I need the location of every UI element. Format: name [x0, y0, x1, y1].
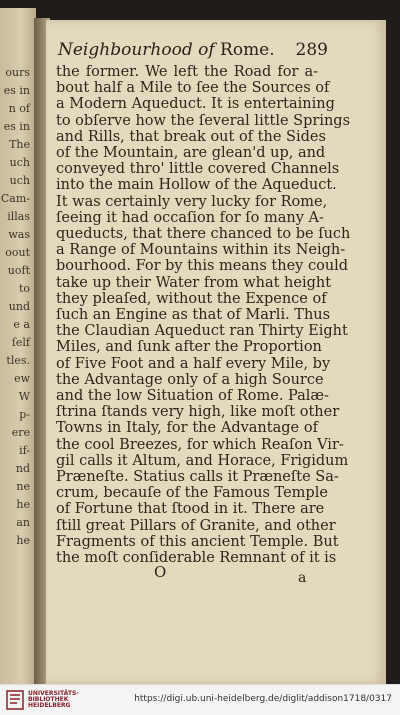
facing-page-fragment: tles.	[6, 354, 30, 367]
text-line: of the Mountain, are glean'd up, and	[56, 145, 326, 161]
text-line: they pleaſed, without the Expence of	[56, 290, 327, 307]
facing-page-fragment: ours	[5, 66, 30, 79]
facing-page-fragment: was	[8, 228, 30, 241]
facing-page-edge	[0, 8, 36, 684]
text-line: Miles, and ſunk after the Proportion	[56, 339, 322, 356]
facing-page-fragment: Cam-	[0, 192, 30, 205]
text-line: ſtill great Pillars of Granite, and other	[56, 517, 336, 534]
facing-page-fragment: W	[18, 390, 30, 403]
library-logo-icon	[6, 690, 24, 710]
facing-page-fragment: e a	[13, 318, 30, 331]
running-title: Neighbourhood of Rome.	[58, 40, 275, 60]
catchword: a	[298, 570, 307, 586]
text-line: of Five Foot and a half every Mile, by	[56, 355, 331, 372]
text-line: the Advantage only of a high Source	[56, 371, 324, 388]
facing-page-fragment: oout	[5, 246, 30, 259]
facing-page-fragment: ere	[11, 426, 30, 439]
page-number: 289	[295, 40, 328, 60]
text-line: the moſt conſiderable Remnant of it is	[56, 550, 337, 566]
text-line: Towns in Italy, for the Advantage of	[56, 420, 318, 437]
text-line: the cool Breezes, for which Reaſon Vir-	[56, 436, 344, 453]
viewer-footer	[0, 684, 400, 715]
text-line: to obſerve how the ſeveral little Springs	[56, 112, 351, 129]
text-line: a Modern Aqueduct. It is entertaining	[56, 96, 335, 113]
facing-page-fragment: The	[9, 138, 30, 151]
text-line: queducts, that there chanced to be ſuch	[56, 226, 351, 242]
facing-page-fragment: he	[16, 534, 30, 547]
text-line: crum, becauſe of the Famous Temple	[56, 485, 328, 502]
facing-page-fragment: es in	[3, 120, 30, 133]
facing-page-fragment: und	[8, 300, 30, 313]
facing-page-fragment: ew	[14, 372, 30, 385]
facing-page-fragment: uoft	[7, 264, 30, 277]
text-line: Fragments of this ancient Temple. But	[56, 533, 339, 550]
facing-page-fragment: uch	[9, 156, 30, 169]
text-line: conveyed thro' little covered Channels	[56, 161, 340, 178]
facing-page-fragment: to	[18, 282, 30, 295]
text-line: a Range of Mountains within its Neigh-	[56, 242, 346, 259]
text-line: the former. We left the Road for a-	[56, 64, 318, 80]
text-line: gil calls it Altum, and Horace, Frigidum	[56, 452, 349, 469]
permalink[interactable]: https://digi.ub.uni-heidelberg.de/diglit/addison1718/0317	[134, 694, 392, 704]
text-line: ſuch an Engine as that of Marli. Thus	[56, 307, 331, 323]
text-line: Præneſte. Statius calls it Præneſte Sa-	[56, 469, 339, 485]
facing-page-fragment: illas	[7, 210, 30, 223]
text-line: ſeeing it had occaſion for ſo many A-	[56, 209, 324, 226]
signature-mark: O	[154, 563, 167, 581]
text-line: of Fortune that ſtood in it. There are	[56, 501, 325, 518]
text-line: and the low Situation of Rome. Palæ-	[56, 388, 329, 404]
facing-page-fragment: if-	[19, 444, 30, 457]
text-line: ſtrina ſtands very high, like moſt other	[56, 404, 340, 421]
facing-page-fragment: es in	[3, 84, 30, 97]
text-line: bout half a Mile to ſee the Sources of	[56, 80, 330, 97]
facing-page-fragment: he	[16, 498, 30, 511]
text-line: into the main Hollow of the Aqueduct.	[56, 177, 337, 194]
facing-page-fragment: uch	[9, 174, 30, 187]
facing-page-fragment: p-	[19, 408, 30, 421]
text-line: and Rills, that break out of the Sides	[56, 128, 326, 145]
text-line: the Claudian Aqueduct ran Thirty Eight	[56, 323, 348, 340]
facing-page-fragment: ſelf	[11, 336, 30, 349]
facing-page-fragment: ne	[16, 480, 30, 493]
facing-page-fragment: nd	[15, 462, 30, 475]
text-line: take up their Water from what height	[56, 274, 332, 291]
library-name: UNIVERSITÄTS- BIBLIOTHEK HEIDELBERG	[28, 690, 79, 709]
facing-page-fragment: an	[16, 516, 30, 529]
running-header	[58, 40, 328, 60]
facing-page-fragment: n of	[8, 102, 30, 115]
text-line: bourhood. For by this means they could	[56, 258, 349, 275]
text-line: It was certainly very lucky for Rome,	[56, 193, 328, 210]
